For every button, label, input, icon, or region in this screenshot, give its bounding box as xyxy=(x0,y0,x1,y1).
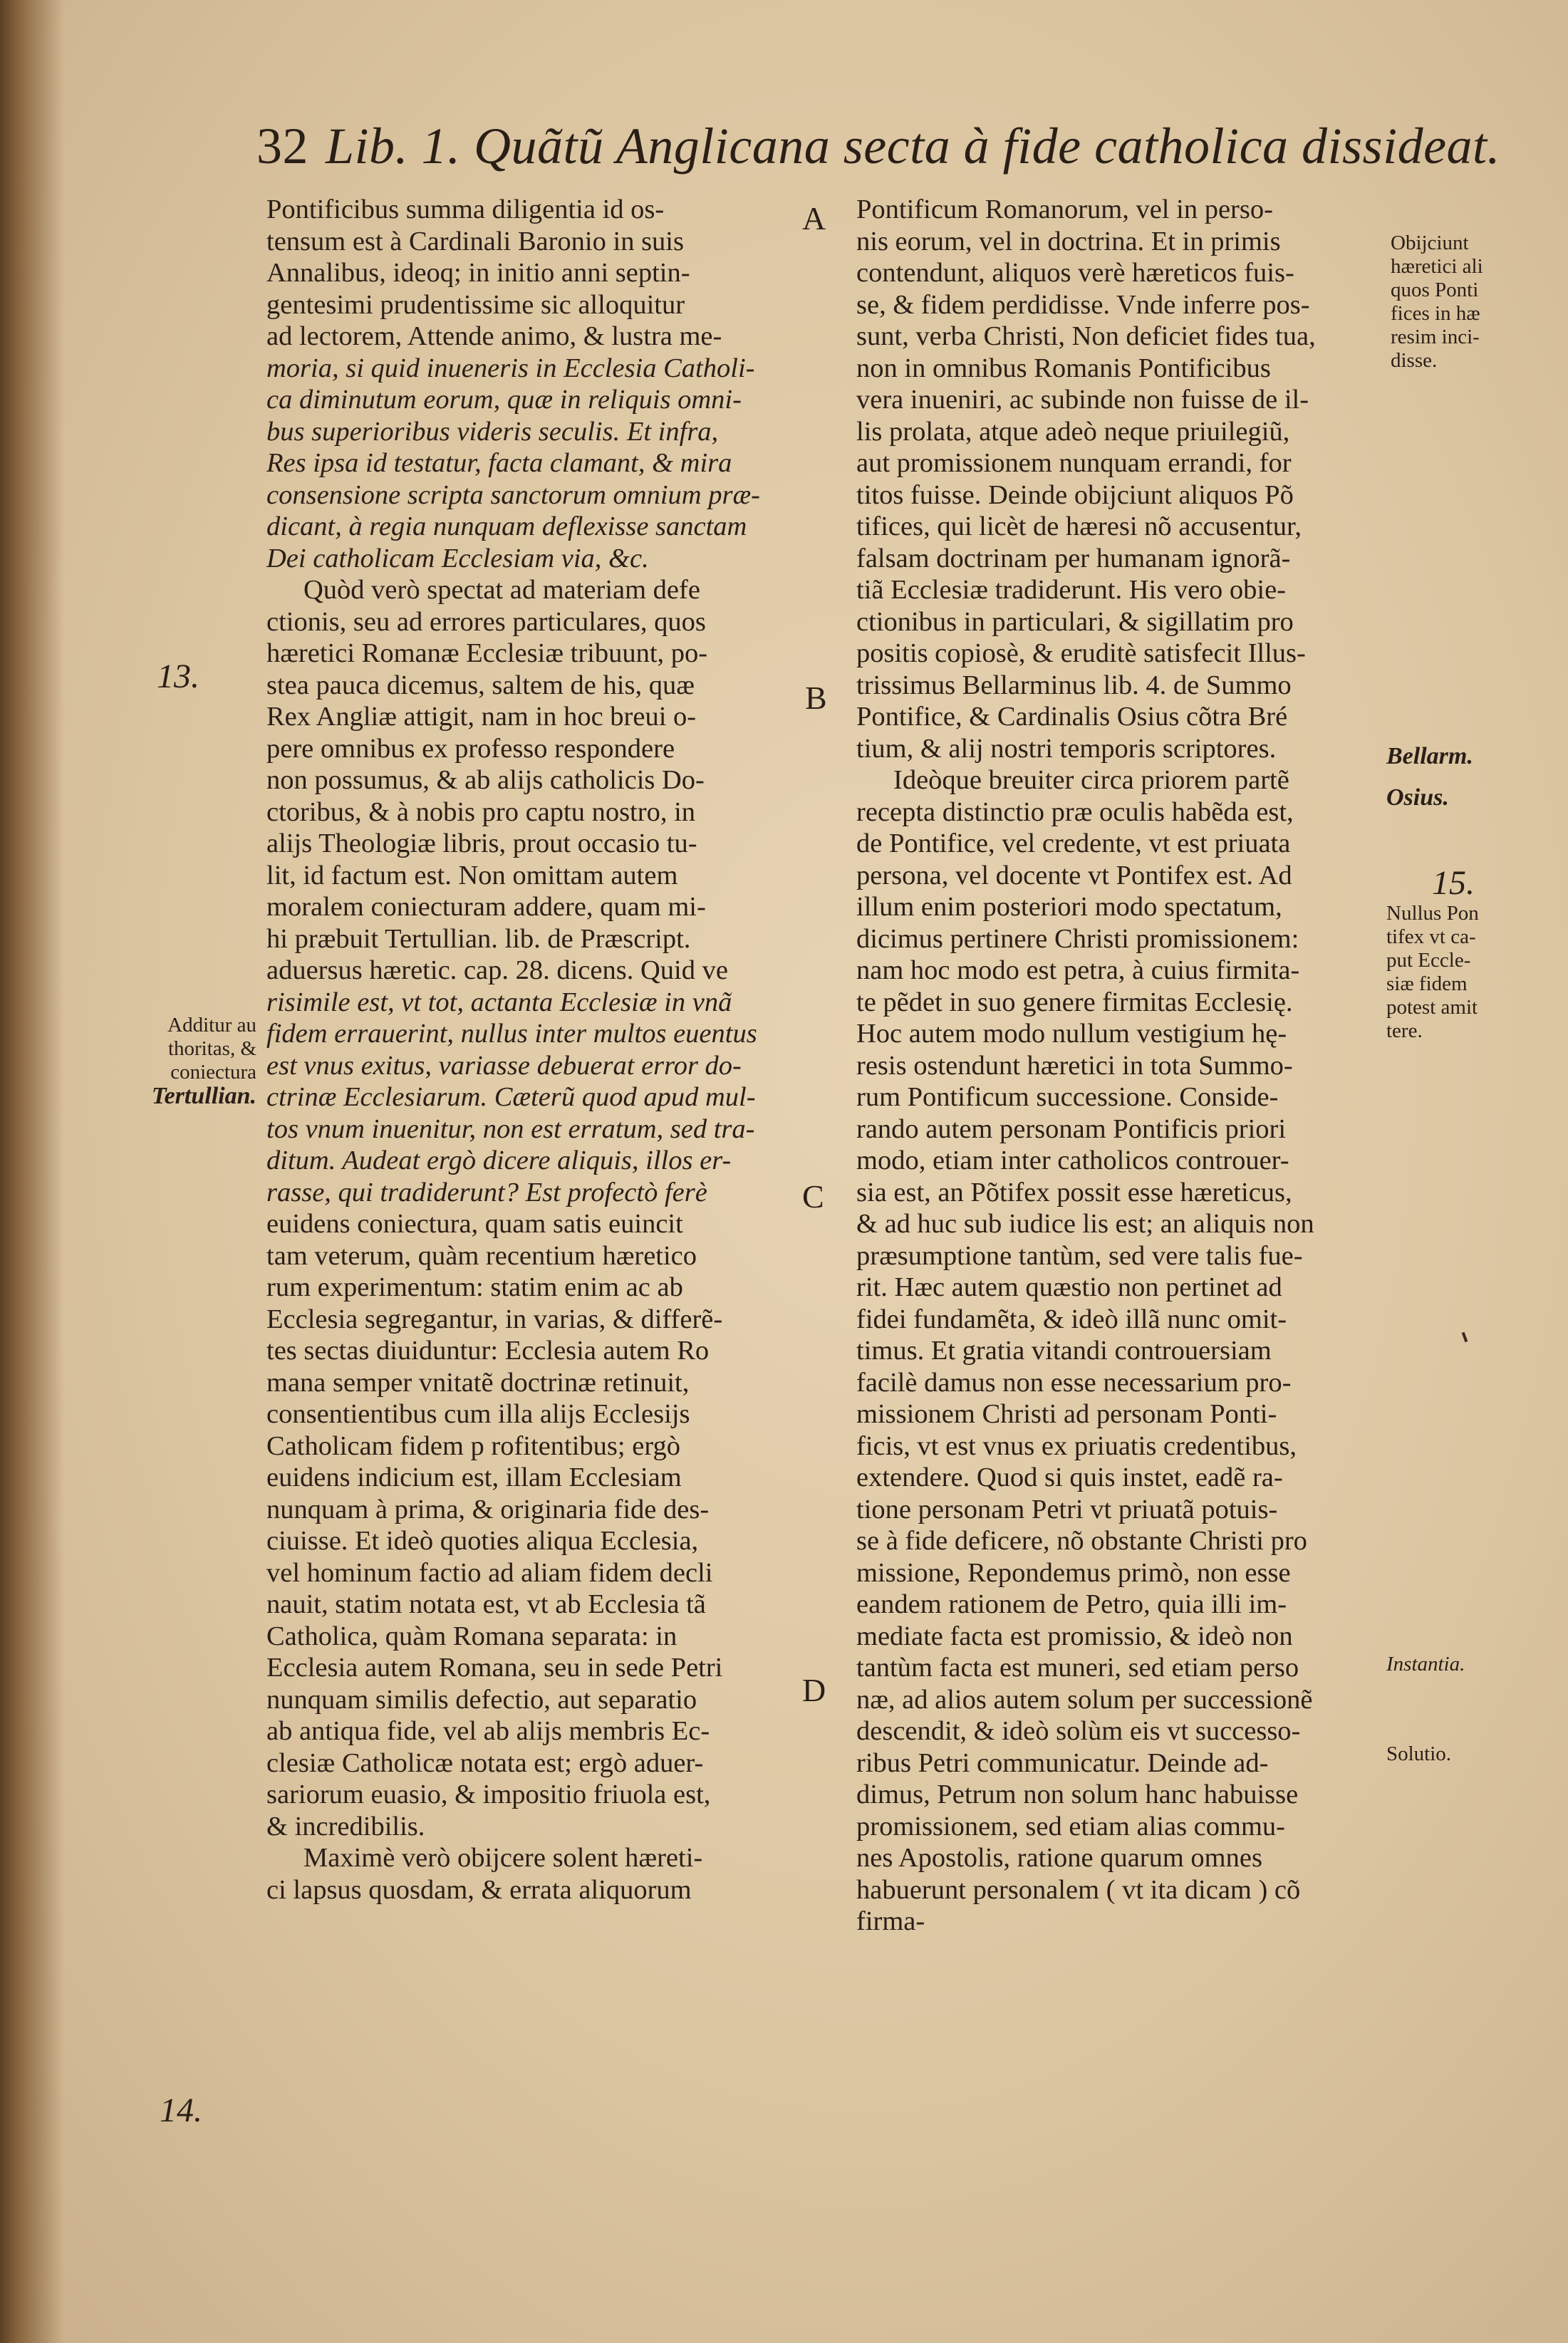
text-line: stea pauca dicemus, saltem de his, quæ xyxy=(266,670,695,700)
margin-note-line: Obijciunt xyxy=(1391,232,1469,254)
text-line: ficis, vt est vnus ex priuatis credentibus, xyxy=(856,1430,1297,1461)
text-line: modo, etiam inter catholicos controuer- xyxy=(856,1145,1289,1175)
margin-note-line: quos Ponti xyxy=(1391,279,1479,301)
margin-note-line: put Eccle- xyxy=(1386,949,1471,972)
text-line: ditum. Audeat ergò dicere aliquis, illos er- xyxy=(266,1145,732,1175)
text-line: rando autem personam Pontificis priori xyxy=(856,1113,1287,1144)
text-line: ad lectorem, Attende animo, & lustra me- xyxy=(266,321,722,351)
text-line: tantùm facta est muneri, sed etiam perso xyxy=(856,1653,1299,1683)
text-line: tium, & alij nostri temporis scriptores. xyxy=(856,733,1277,764)
text-line: Pontifice, & Cardinalis Osius cõtra Bré xyxy=(856,702,1288,732)
text-line: sunt, verba Christi, Non deficiet fides tua, xyxy=(856,321,1316,351)
text-line: rit. Hæc autem quæstio non pertinet ad xyxy=(856,1272,1282,1302)
margin-note-line: potest amit xyxy=(1386,996,1478,1019)
margin-note-line: coniectura xyxy=(170,1061,256,1084)
text-line: resis ostendunt hæretici in tota Summo- xyxy=(856,1050,1293,1081)
text-line: hæretici Romanæ Ecclesiæ tribuunt, po- xyxy=(266,638,708,668)
margin-note-line: Additur au xyxy=(167,1014,256,1037)
margin-note-line: thoritas, & xyxy=(167,1037,256,1060)
running-title: Lib. 1. Quãtũ Anglicana secta à fide catholica dissideat. xyxy=(326,118,1501,175)
margin-note-line: resim inci- xyxy=(1391,326,1480,348)
text-line: consentientibus cum illa alijs Ecclesijs xyxy=(266,1399,690,1429)
text-line: & incredibilis. xyxy=(266,1811,425,1841)
ink-speck xyxy=(1462,1332,1468,1343)
text-line: alijs Theologiæ libris, prout occasio tu- xyxy=(266,828,697,858)
text-line: habuerunt personalem ( vt ita dicam ) cõ xyxy=(856,1874,1301,1905)
page-gutter-shadow xyxy=(0,0,64,2343)
margin-note-additur xyxy=(114,1014,256,1108)
text-line: se, & fidem perdidisse. Vnde inferre pos- xyxy=(856,289,1310,320)
text-line: ca diminutum eorum, quæ in reliquis omni- xyxy=(266,385,742,415)
section-number-13: 13. xyxy=(157,658,199,695)
text-line: tione personam Petri vt priuatã potuis- xyxy=(856,1494,1278,1524)
text-line: vel hominum factio ad aliam fidem decli xyxy=(266,1557,713,1588)
text-line: aut promissionem nunquam errandi, for xyxy=(856,448,1292,478)
text-line: Res ipsa id testatur, facta clamant, & mira xyxy=(266,448,732,478)
text-line: ctionis, seu ad errores particulares, quos xyxy=(266,606,706,637)
text-line: Ecclesia autem Romana, seu in sede Petri xyxy=(266,1653,723,1683)
text-line: risimile est, vt tot, actanta Ecclesiæ in vnã xyxy=(266,987,732,1017)
running-header xyxy=(256,107,1501,185)
text-line: trissimus Bellarminus lib. 4. de Summo xyxy=(856,670,1292,700)
text-line: nes Apostolis, ratione quarum omnes xyxy=(856,1843,1262,1873)
margin-note-line: hæretici ali xyxy=(1391,255,1483,278)
text-line: mana semper vnitatẽ doctrinæ retinuit, xyxy=(266,1367,690,1398)
side-letter-a: A xyxy=(802,200,826,237)
text-line: Rex Angliæ attigit, nam in hoc breui o- xyxy=(266,702,697,732)
text-line: pere omnibus ex professo respondere xyxy=(266,733,675,764)
text-line: ci lapsus quosdam, & errata aliquorum xyxy=(266,1874,692,1905)
text-line: ctoribus, & à nobis pro captu nostro, in xyxy=(266,796,696,827)
margin-note-bellarm: Bellarm. xyxy=(1386,743,1473,769)
text-line: fidei fundamẽta, & ideò illã nunc omit- xyxy=(856,1304,1287,1334)
text-line: Pontificibus summa diligentia id os- xyxy=(266,194,665,224)
margin-note-line: Nullus Pon xyxy=(1386,902,1479,925)
text-line: titos fuisse. Deinde obijciunt aliquos Põ xyxy=(856,479,1294,510)
text-line: consensione scripta sanctorum omnium præ- xyxy=(266,479,760,510)
side-letter-c: C xyxy=(802,1178,824,1215)
text-line: bus superioribus videris seculis. Et infra, xyxy=(266,416,719,447)
text-line: euidens indicium est, illam Ecclesiam xyxy=(266,1463,682,1492)
text-line: descendit, & ideò solùm eis vt successo- xyxy=(856,1716,1301,1746)
text-line: lis prolata, atque adeò neque priuilegiũ, xyxy=(856,416,1290,447)
text-line: Annalibus, ideoq; in initio anni septin- xyxy=(266,258,690,288)
text-line: moralem coniecturam addere, quam mi- xyxy=(266,892,706,922)
text-line: nunquam similis defectio, aut separatio xyxy=(266,1684,697,1715)
text-line: euidens coniectura, quam satis euincit xyxy=(266,1209,683,1239)
text-line: nam hoc modo est petra, à cuius firmita- xyxy=(856,955,1300,985)
text-line: non in omnibus Romanis Pontificibus xyxy=(856,353,1271,383)
text-line: missionem Christi ad personam Ponti- xyxy=(856,1399,1277,1429)
text-line: præsumptione tantùm, sed vere talis fue- xyxy=(856,1240,1303,1271)
margin-note-line: fices in hæ xyxy=(1391,302,1480,325)
page-number: 32 xyxy=(256,118,308,175)
text-line: lit, id factum est. Non omittam autem xyxy=(266,860,678,890)
text-line: timus. Et gratia vitandi controuersiam xyxy=(856,1336,1272,1366)
text-line: positis copiosè, & eruditè satisfecit Illus- xyxy=(856,638,1306,668)
text-line: falsam doctrinam per humanam ignorã- xyxy=(856,543,1291,573)
text-line: promissionem, sed etiam alias commu- xyxy=(856,1811,1285,1841)
text-line: dimus, Petrum non solum hanc habuisse xyxy=(856,1780,1299,1809)
text-line: Hoc autem modo nullum vestigium hę- xyxy=(856,1019,1287,1049)
text-line: persona, vel docente vt Pontifex est. Ad xyxy=(856,860,1292,890)
text-line: tos vnum inuenitur, non est erratum, sed tra- xyxy=(266,1113,755,1144)
margin-note-line: tifex vt ca- xyxy=(1386,925,1476,948)
text-line: tes sectas diuiduntur: Ecclesia autem Ro xyxy=(266,1336,710,1366)
text-line: sariorum euasio, & impositio friuola est, xyxy=(266,1780,711,1809)
text-line: Maximè verò obijcere solent hæreti- xyxy=(303,1843,703,1873)
text-line: extendere. Quod si quis instet, eadẽ ra- xyxy=(856,1463,1283,1492)
text-line: vera inueniri, ac subinde non fuisse de il- xyxy=(856,385,1309,415)
section-number-15: 15. xyxy=(1432,864,1475,902)
text-line: Pontificum Romanorum, vel in perso- xyxy=(856,194,1273,224)
margin-note-nullus xyxy=(1386,902,1479,1043)
text-line: missione, Repondemus primò, non esse xyxy=(856,1557,1291,1588)
right-text-column xyxy=(856,194,1395,1938)
text-line: tam veterum, quàm recentium hæretico xyxy=(266,1240,697,1271)
text-line: nis eorum, vel in doctrina. Et in primis xyxy=(856,226,1281,256)
text-line: hi præbuit Tertullian. lib. de Præscript. xyxy=(266,923,691,954)
text-line: recepta distinctio præ oculis habẽda est, xyxy=(856,796,1294,827)
text-line: ribus Petri communicatur. Deinde ad- xyxy=(856,1747,1269,1778)
text-line: tensum est à Cardinali Baronio in suis xyxy=(266,226,684,256)
left-text-column xyxy=(266,194,805,1906)
text-line: te pẽdet in suo genere firmitas Ecclesię. xyxy=(856,987,1293,1017)
text-line: se à fide deficere, nõ obstante Christi pro xyxy=(856,1526,1307,1556)
side-letter-b: B xyxy=(805,680,827,716)
text-line: & ad huc sub iudice lis est; an aliquis non xyxy=(856,1209,1314,1239)
text-line: eandem rationem de Petro, quia illi im- xyxy=(856,1589,1287,1619)
text-line: rum Pontificum successione. Conside- xyxy=(856,1082,1279,1112)
margin-note-line: tere. xyxy=(1386,1019,1423,1042)
margin-note-instantia: Instantia. xyxy=(1386,1653,1465,1676)
text-line: dicimus pertinere Christi promissionem: xyxy=(856,923,1299,954)
text-line: sia est, an Põtifex possit esse hæreticus, xyxy=(856,1177,1292,1207)
side-letter-d: D xyxy=(802,1672,826,1708)
text-line: ctrinæ Ecclesiarum. Cæterũ quod apud mul- xyxy=(266,1082,756,1112)
text-line: ciuisse. Et ideò quoties aliqua Ecclesia, xyxy=(266,1526,699,1556)
text-line: Ecclesia segregantur, in varias, & differẽ- xyxy=(266,1304,723,1334)
text-line: Catholicam fidem p rofitentibus; ergò xyxy=(266,1430,680,1461)
text-line: facilè damus non esse necessarium pro- xyxy=(856,1367,1292,1398)
text-line: est vnus exitus, variasse debuerat error do- xyxy=(266,1050,742,1081)
text-line: tifices, qui licèt de hæresi nõ accusentur, xyxy=(856,511,1302,541)
text-line: aduersus hæretic. cap. 28. dicens. Quid ve xyxy=(266,955,728,985)
margin-note-osius: Osius. xyxy=(1386,784,1449,811)
text-line: rum experimentum: statim enim ac ab xyxy=(266,1272,683,1302)
text-line: rasse, qui tradiderunt? Est profectò ferè xyxy=(266,1177,707,1207)
text-line: Ideòque breuiter circa priorem partẽ xyxy=(893,765,1289,795)
section-number-14: 14. xyxy=(160,2092,202,2129)
text-line: tiã Ecclesiæ tradiderunt. His vero obie- xyxy=(856,575,1286,605)
text-line: ctionibus in particulari, & sigillatim pro xyxy=(856,606,1294,637)
text-line: non possumus, & ab alijs catholicis Do- xyxy=(266,765,705,795)
text-line: clesiæ Catholicæ notata est; ergò aduer- xyxy=(266,1747,704,1778)
text-line: gentesimi prudentissime sic alloquitur xyxy=(266,289,685,320)
text-line: Catholica, quàm Romana separata: in xyxy=(266,1621,677,1651)
text-line: nunquam à prima, & originaria fide des- xyxy=(266,1494,710,1524)
text-line: næ, ad alios autem solum per successionẽ xyxy=(856,1684,1313,1715)
text-line: de Pontifice, vel credente, vt est priuata xyxy=(856,828,1291,858)
text-line: Quòd verò spectat ad materiam defe xyxy=(303,575,700,605)
text-line: ab antiqua fide, vel ab alijs membris Ec- xyxy=(266,1716,710,1746)
margin-note-line: Tertullian. xyxy=(151,1083,256,1109)
text-line: nauit, statim notata est, vt ab Ecclesia tã xyxy=(266,1589,706,1619)
text-line: illum enim posteriori modo spectatum, xyxy=(856,892,1282,922)
text-line: Dei catholicam Ecclesiam via, &c. xyxy=(266,543,649,573)
text-line: contendunt, aliquos verè hæreticos fuis- xyxy=(856,258,1294,288)
text-line: firma- xyxy=(856,1906,925,1936)
text-line: mediate facta est promissio, & ideò non xyxy=(856,1621,1293,1651)
text-line: moria, si quid inueneris in Ecclesia Catholi- xyxy=(266,353,755,383)
margin-note-line: disse. xyxy=(1391,349,1438,372)
margin-note-solutio: Solutio. xyxy=(1386,1742,1452,1765)
margin-note-line: siæ fidem xyxy=(1386,972,1468,995)
text-line: dicant, à regia nunquam deflexisse sanctam xyxy=(266,511,747,541)
margin-note-obijciunt xyxy=(1391,232,1483,373)
text-line: fidem errauerint, nullus inter multos euentus xyxy=(266,1019,757,1049)
